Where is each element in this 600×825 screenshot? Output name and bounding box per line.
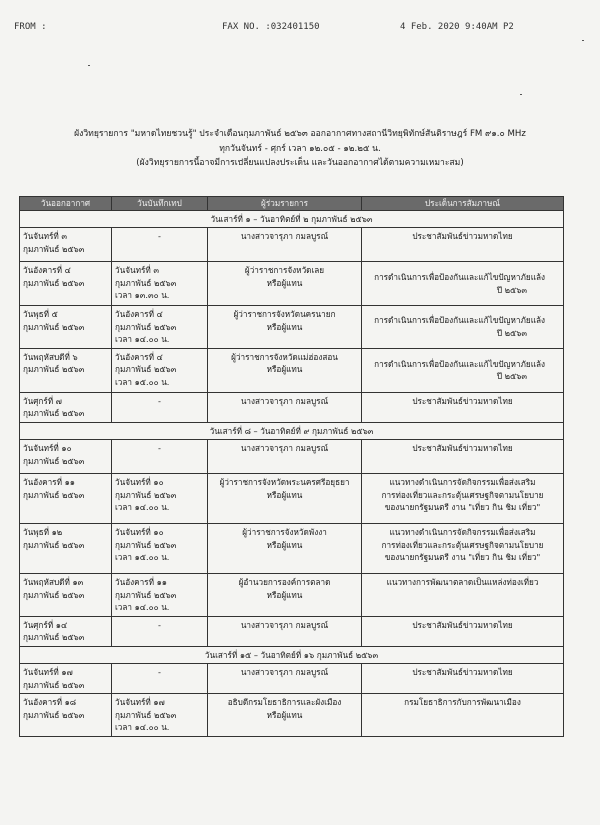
record-date-cell (112, 664, 208, 694)
air-day: วันอังคารที่ ๑๑ (23, 477, 75, 487)
topic-line: แนวทางการพัฒนาตลาดเป็นแหล่งท่องเที่ยว (386, 577, 539, 587)
topic-line: การดำเนินการเพื่อป้องกันและแก้ไขปัญหาภัยแล้ง (374, 358, 545, 369)
guest-alternate: หรือผู้แทน (266, 277, 303, 288)
week-label: วันเสาร์ที่ ๑ – วันอาทิตย์ที่ ๒ กุมภาพันธ์ ๒๕๖๓ (20, 210, 564, 228)
air-month: กุมภาพันธ์ ๒๕๖๓ (23, 679, 85, 690)
guest-alternate: หรือผู้แทน (266, 709, 303, 720)
air-date-cell (20, 616, 112, 646)
record-none: - (158, 619, 161, 630)
guest-name: ผู้ว่าราชการจังหวัดนครนายก (233, 309, 336, 319)
topic-line: ประชาสัมพันธ์ข่าวมหาดไทย (412, 395, 513, 406)
air-date-cell (20, 474, 112, 524)
table-row (20, 524, 564, 574)
guest-cell (208, 306, 362, 349)
air-month: กุมภาพันธ์ ๒๕๖๓ (23, 632, 85, 642)
air-day: วันอังคารที่ ๔ (23, 265, 71, 275)
heading-line-1: ผังวิทยุรายการ "มหาดไทยชวนรู้" ประจำเดือนกุมภาพันธ์ ๒๕๖๓ ออกอากาศทางสถานีวิทยุพิทักษ์สันติราษฎร์ FM ๙๑.๐ MHz (74, 129, 526, 139)
record-date-cell (112, 392, 208, 422)
topic-cell (362, 348, 564, 392)
record-time: เวลา ๑๔.๐๐ น. (115, 602, 170, 612)
air-day: วันจันทร์ที่ ๑๗ (23, 667, 73, 677)
air-date-cell (20, 228, 112, 262)
guest-name: ผู้ว่าราชการจังหวัดแม่ฮ่องสอน (231, 351, 338, 362)
guest-cell (208, 392, 362, 422)
topic-cell (362, 306, 564, 349)
topic-line: แนวทางดำเนินการจัดกิจกรรมเพื่อส่งเสริม (389, 527, 536, 537)
guest-name: ผู้ว่าราชการจังหวัดเลย (244, 265, 325, 275)
guest-cell (208, 524, 362, 574)
table-row (20, 262, 564, 306)
record-date-cell (112, 524, 208, 574)
record-month: กุมภาพันธ์ ๒๕๖๓ (115, 709, 177, 720)
week-separator-row (20, 210, 564, 228)
air-day: วันศุกร์ที่ ๑๔ (23, 619, 68, 630)
air-day: วันศุกร์ที่ ๗ (23, 395, 62, 406)
air-day: วันจันทร์ที่ ๓ (23, 231, 67, 241)
guest-name: ผู้ว่าราชการจังหวัดพระนครศรีอยุธยา (219, 477, 350, 487)
air-day: วันพฤหัสบดีที่ ๑๓ (23, 577, 84, 587)
air-month: กุมภาพันธ์ ๒๕๖๓ (23, 277, 85, 288)
air-day: วันพฤหัสบดีที่ ๖ (23, 351, 78, 362)
table-row (20, 574, 564, 617)
topic-cell (362, 440, 564, 474)
topic-line: ของนายกรัฐมนตรี งาน "เที่ยว กิน ชิม เที่ยว" (384, 552, 541, 562)
record-date-cell (112, 348, 208, 392)
record-time: เวลา ๑๕.๐๐ น. (115, 552, 170, 562)
topic-line: กรมโยธาธิการกับการพัฒนาเมือง (404, 697, 521, 707)
air-date-cell (20, 348, 112, 392)
air-date-cell (20, 574, 112, 617)
record-date-cell (112, 228, 208, 262)
guest-name: ผู้อำนวยการองค์การตลาด (238, 577, 331, 587)
scan-speck (520, 94, 522, 95)
record-date-cell (112, 616, 208, 646)
guest-cell (208, 348, 362, 392)
topic-cell (362, 474, 564, 524)
guest-cell (208, 440, 362, 474)
schedule-body (20, 210, 564, 736)
record-date-cell (112, 262, 208, 306)
record-month: กุมภาพันธ์ ๒๕๖๓ (115, 489, 177, 500)
air-day: วันพุธที่ ๕ (23, 309, 58, 319)
guest-cell (208, 474, 362, 524)
guest-name: นางสาวจารุภา กมลบูรณ์ (240, 231, 329, 241)
record-date-cell (112, 440, 208, 474)
week-separator-row (20, 422, 564, 440)
table-row (20, 440, 564, 474)
record-none: - (158, 231, 161, 241)
week-label: วันเสาร์ที่ ๑๕ – วันอาทิตย์ที่ ๑๖ กุมภาพันธ์ ๒๕๖๓ (20, 646, 564, 664)
guest-name: นางสาวจารุภา กมลบูรณ์ (240, 667, 329, 677)
guest-name: นางสาวจารุภา กมลบูรณ์ (240, 619, 329, 630)
guest-alternate: หรือผู้แทน (266, 539, 303, 550)
guest-cell (208, 664, 362, 694)
record-none: - (158, 443, 161, 453)
record-day: วันอังคารที่ ๑๑ (115, 577, 167, 587)
topic-cell (362, 524, 564, 574)
topic-cell (362, 262, 564, 306)
record-day: วันจันทร์ที่ ๑๐ (115, 527, 164, 537)
col-header-guest: ผู้ร่วมรายการ (208, 197, 362, 211)
record-time: เวลา ๑๓.๓๐ น. (115, 290, 170, 300)
table-row (20, 694, 564, 737)
topic-cell (362, 694, 564, 737)
guest-cell (208, 262, 362, 306)
topic-cell (362, 616, 564, 646)
record-time: เวลา ๑๔.๐๐ น. (115, 722, 170, 732)
air-month: กุมภาพันธ์ ๒๕๖๓ (23, 589, 85, 600)
guest-cell (208, 616, 362, 646)
topic-cell (362, 228, 564, 262)
heading-line-2: ทุกวันจันทร์ - ศุกร์ เวลา ๑๒.๐๕ - ๑๒.๒๕ น. (219, 143, 381, 154)
air-date-cell (20, 524, 112, 574)
record-time: เวลา ๑๔.๐๐ น. (115, 334, 170, 344)
air-date-cell (20, 392, 112, 422)
col-header-topic: ประเด็นการสัมภาษณ์ (362, 197, 564, 211)
table-row (20, 306, 564, 349)
fax-from: FROM : (14, 22, 47, 32)
record-day: วันจันทร์ที่ ๑๐ (115, 477, 164, 487)
record-day: วันอังคารที่ ๔ (115, 309, 163, 319)
topic-line: ปี ๒๕๖๓ (496, 371, 527, 381)
record-month: กุมภาพันธ์ ๒๕๖๓ (115, 364, 177, 374)
air-month: กุมภาพันธ์ ๒๕๖๓ (23, 364, 85, 374)
topic-line: ของนายกรัฐมนตรี งาน "เที่ยว กิน ชิม เที่ยว" (384, 502, 541, 512)
air-month: กุมภาพันธ์ ๒๕๖๓ (23, 321, 85, 332)
guest-cell (208, 228, 362, 262)
air-date-cell (20, 306, 112, 349)
topic-line: การท่องเที่ยวและกระตุ้นเศรษฐกิจตามนโยบาย (381, 489, 544, 500)
guest-name: อธิบดีกรมโยธาธิการและผังเมือง (227, 697, 342, 707)
guest-cell (208, 574, 362, 617)
air-day: วันอังคารที่ ๑๘ (23, 697, 77, 707)
record-day: วันจันทร์ที่ ๓ (115, 265, 159, 275)
topic-line: ปี ๒๕๖๓ (496, 284, 527, 295)
guest-alternate: หรือผู้แทน (266, 364, 303, 374)
air-day: วันจันทร์ที่ ๑๐ (23, 443, 72, 453)
air-month: กุมภาพันธ์ ๒๕๖๓ (23, 709, 85, 720)
topic-line: การท่องเที่ยวและกระตุ้นเศรษฐกิจตามนโยบาย (381, 539, 544, 550)
table-row (20, 474, 564, 524)
topic-line: แนวทางดำเนินการจัดกิจกรรมเพื่อส่งเสริม (389, 477, 536, 487)
air-month: กุมภาพันธ์ ๒๕๖๓ (23, 243, 85, 254)
record-day: วันจันทร์ที่ ๑๗ (115, 697, 165, 707)
week-label: วันเสาร์ที่ ๘ – วันอาทิตย์ที่ ๙ กุมภาพันธ์ ๒๕๖๓ (20, 422, 564, 440)
scan-speck (88, 65, 90, 66)
record-time: เวลา ๑๕.๐๐ น. (115, 376, 170, 387)
guest-alternate: หรือผู้แทน (266, 489, 303, 500)
guest-alternate: หรือผู้แทน (266, 589, 303, 600)
table-row (20, 228, 564, 262)
topic-cell (362, 392, 564, 422)
table-header-row (20, 197, 564, 211)
fax-header (0, 22, 600, 36)
record-month: กุมภาพันธ์ ๒๕๖๓ (115, 277, 177, 288)
air-date-cell (20, 440, 112, 474)
topic-line: ประชาสัมพันธ์ข่าวมหาดไทย (412, 231, 513, 241)
air-month: กุมภาพันธ์ ๒๕๖๓ (23, 539, 85, 550)
air-month: กุมภาพันธ์ ๒๕๖๓ (23, 408, 85, 418)
scan-speck (582, 40, 584, 41)
guest-cell (208, 694, 362, 737)
table-row (20, 392, 564, 422)
schedule-table (19, 196, 564, 737)
col-header-record-date: วันบันทึกเทป (112, 197, 208, 211)
heading-line-3: (ผังวิทยุรายการนี้อาจมีการเปลี่ยนแปลงประเด็น และวันออกอากาศได้ตามความเหมาะสม) (136, 158, 464, 168)
topic-line: ปี ๒๕๖๓ (496, 327, 527, 338)
table-row (20, 348, 564, 392)
record-none: - (158, 395, 161, 406)
topic-cell (362, 574, 564, 617)
fax-number: FAX NO. :032401150 (222, 22, 320, 32)
air-month: กุมภาพันธ์ ๒๕๖๓ (23, 489, 85, 500)
record-day: วันอังคารที่ ๔ (115, 351, 163, 362)
guest-name: นางสาวจารุภา กมลบูรณ์ (240, 443, 329, 453)
topic-line: การดำเนินการเพื่อป้องกันและแก้ไขปัญหาภัยแล้ง (374, 315, 545, 326)
guest-name: ผู้ว่าราชการจังหวัดพังงา (242, 527, 327, 537)
record-none: - (158, 667, 161, 677)
fax-datetime: 4 Feb. 2020 9:40AM P2 (400, 22, 514, 32)
guest-alternate: หรือผู้แทน (266, 321, 303, 332)
air-day: วันพุธที่ ๑๒ (23, 527, 63, 537)
record-time: เวลา ๑๔.๐๐ น. (115, 502, 170, 512)
table-row (20, 664, 564, 694)
air-date-cell (20, 664, 112, 694)
record-date-cell (112, 306, 208, 349)
topic-cell (362, 664, 564, 694)
topic-line: การดำเนินการเพื่อป้องกันและแก้ไขปัญหาภัยแล้ง (374, 272, 545, 282)
air-month: กุมภาพันธ์ ๒๕๖๓ (23, 455, 85, 466)
record-date-cell (112, 474, 208, 524)
week-separator-row (20, 646, 564, 664)
guest-name: นางสาวจารุภา กมลบูรณ์ (240, 395, 329, 406)
air-date-cell (20, 262, 112, 306)
topic-line: ประชาสัมพันธ์ข่าวมหาดไทย (412, 667, 513, 677)
topic-line: ประชาสัมพันธ์ข่าวมหาดไทย (412, 443, 513, 453)
record-month: กุมภาพันธ์ ๒๕๖๓ (115, 321, 177, 332)
record-month: กุมภาพันธ์ ๒๕๖๓ (115, 589, 177, 600)
topic-line: ประชาสัมพันธ์ข่าวมหาดไทย (412, 619, 513, 630)
record-date-cell (112, 574, 208, 617)
record-month: กุมภาพันธ์ ๒๕๖๓ (115, 539, 177, 550)
col-header-air-date: วันออกอากาศ (20, 197, 112, 211)
record-date-cell (112, 694, 208, 737)
table-row (20, 616, 564, 646)
document-heading (40, 127, 560, 171)
air-date-cell (20, 694, 112, 737)
